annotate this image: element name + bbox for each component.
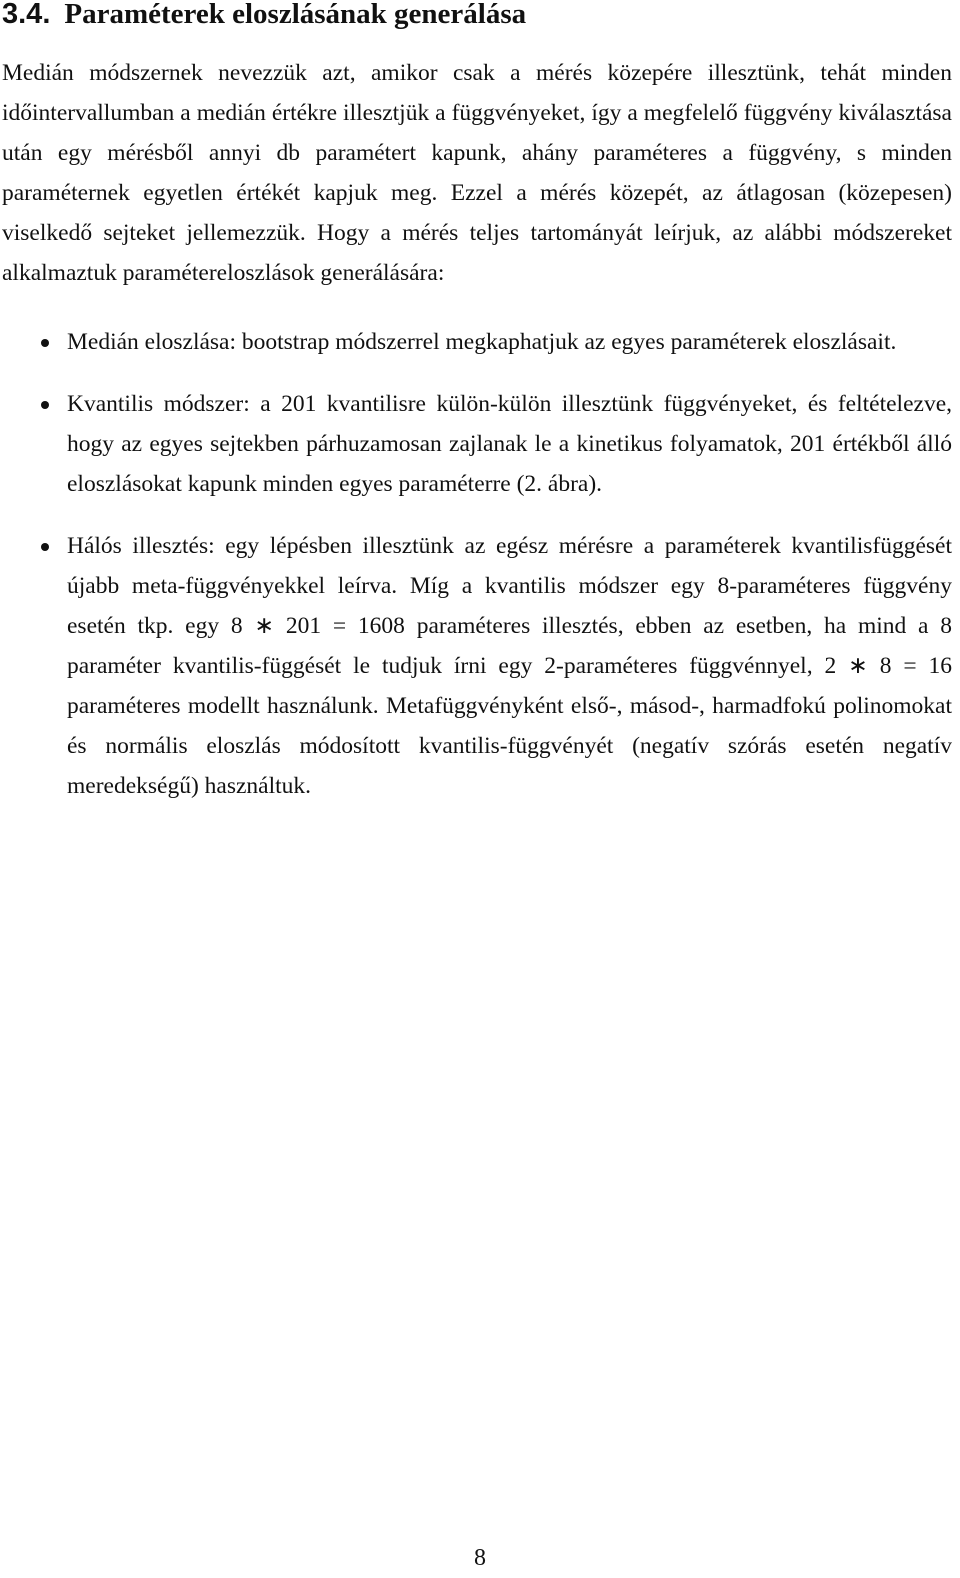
bullet-icon <box>41 401 49 409</box>
list-item-grid-fitting <box>0 526 952 806</box>
intro-paragraph: Medián módszernek nevezzük azt, amikor csak a mérés közepére illesztünk, tehát minden időintervallumban a medián értékre illesztjük a függvényeket, így a megfelelő függvény kiválasztása után egy mérésből annyi db paramétert kapunk, ahány paraméteres a függvény, s minden paraméternek egyetlen értékét kapjuk meg. Ezzel a mérés közepét, az átlagosan (közepesen) viselkedő sejteket jellemezzük. Hogy a mérés teljes tartományát leírjuk, az alábbi módszereket alkalmaztuk paramétereloszlások generálására: <box>2 60 952 286</box>
method-list <box>0 322 960 806</box>
list-item-median-distribution <box>0 322 952 362</box>
list-item-quantile-method <box>0 384 952 504</box>
list-item-text: Kvantilis módszer: a 201 kvantilisre külön-külön illesztünk függvényeket, és feltételezve, hogy az egyes sejtekben párhuzamosan zajlanak le a kinetikus folyamatok, 201 értékből álló eloszlásokat kapunk minden egyes paraméterre (2. ábra). <box>67 391 952 497</box>
list-item-text: Medián eloszlása: bootstrap módszerrel megkaphatjuk az egyes paraméterek eloszlásait. <box>67 329 897 355</box>
page-number: 8 <box>474 1545 486 1571</box>
bullet-icon <box>41 543 49 551</box>
section-heading <box>2 0 526 34</box>
bullet-icon <box>41 339 49 347</box>
list-item-text: Hálós illesztés: egy lépésben illesztünk az egész mérésre a paraméterek kvantilisfüggését újabb meta-függvényekkel leírva. Míg a kvantilis módszer egy 8-paraméteres függvény esetén tkp. egy 8 ∗ 201 = 1608 paraméteres illesztés, ebben az esetben, ha mind a 8 paraméter kvantilis-függését le tudjuk írni egy 2-paraméteres függvénnyel, 2 ∗ 8 = 16 paraméteres modellt használunk. Metafüggvényként első-, másod-, harmadfokú polinomokat és normális eloszlás módosított kvantilis-függvényét (negatív szórás esetén negatív meredekségű) használtuk. <box>67 533 952 799</box>
section-number: 3.4. <box>2 0 51 30</box>
section-title: Paraméterek eloszlásának generálása <box>64 0 527 30</box>
